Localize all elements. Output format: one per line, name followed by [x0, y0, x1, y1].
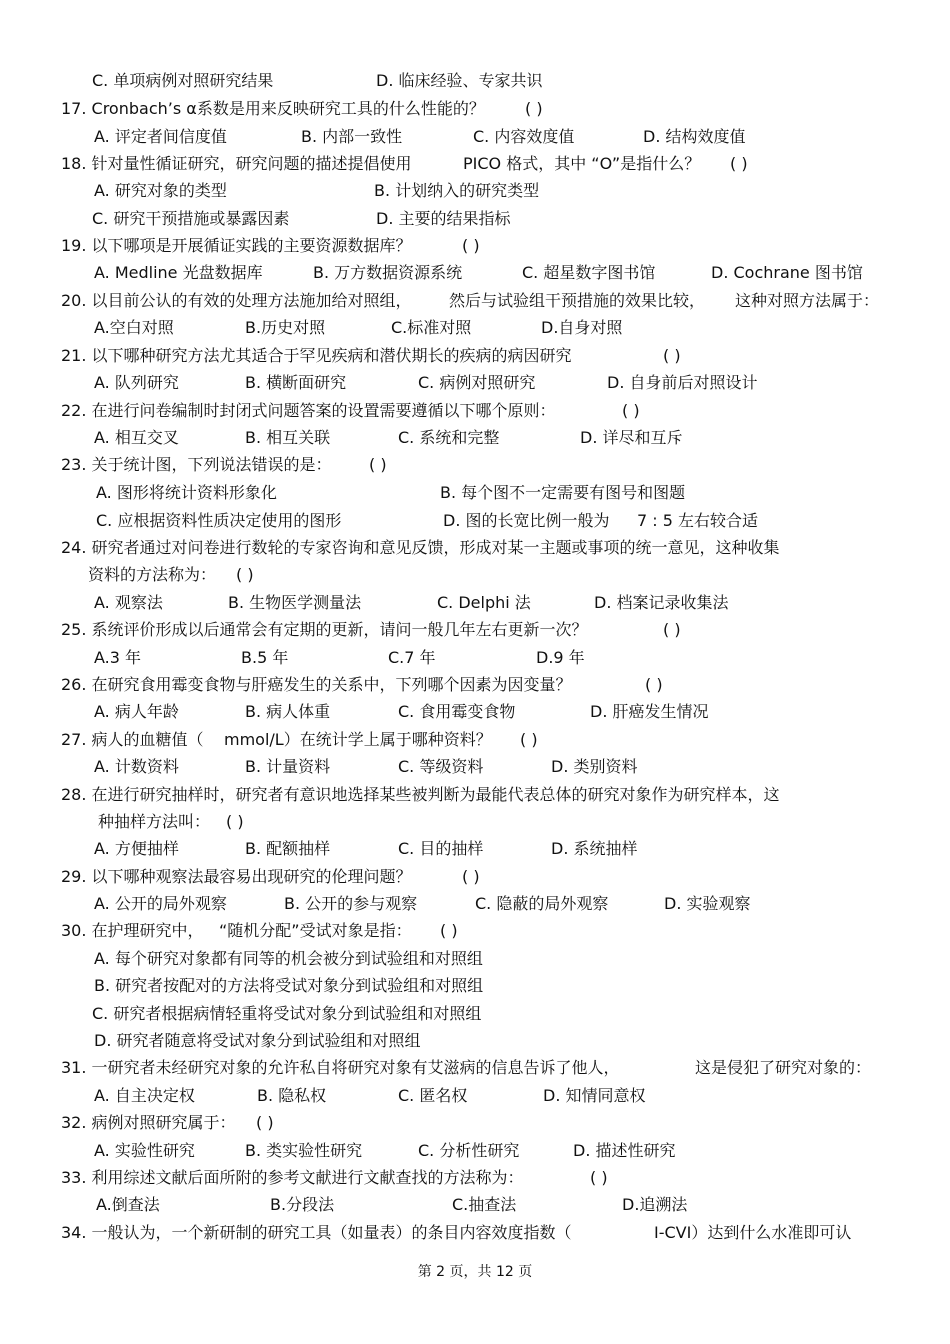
- text-line: [0, 398, 950, 424]
- text-line: [0, 891, 950, 917]
- text-segment: A. 每个研究对象都有同等的机会被分到试验组和对照组: [94, 949, 483, 968]
- text-segment: A. 评定者间信度值: [94, 127, 227, 146]
- text-segment: 种抽样方法叫：: [98, 812, 211, 831]
- text-segment: A. 队列研究: [94, 373, 179, 392]
- text-line: [0, 617, 950, 643]
- text-line: [0, 562, 950, 588]
- text-segment: ( ): [236, 565, 254, 584]
- text-segment: ( ): [440, 921, 458, 940]
- text-segment: B. 配额抽样: [245, 839, 331, 858]
- text-segment: A. 相互交叉: [94, 428, 179, 447]
- text-segment: 29. 以下哪种观察法最容易出现研究的伦理问题？: [61, 867, 412, 886]
- text-segment: A. 实验性研究: [94, 1141, 195, 1160]
- text-line: [0, 124, 950, 150]
- text-segment: C. 研究干预措施或暴露因素: [92, 209, 290, 228]
- text-segment: D. 自身前后对照设计: [607, 373, 758, 392]
- text-line: [0, 535, 950, 561]
- text-segment: C. 食用霉变食物: [398, 702, 516, 721]
- text-segment: ( ): [520, 730, 538, 749]
- text-line: [0, 727, 950, 753]
- text-segment: B. 内部一致性: [301, 127, 403, 146]
- text-line: [0, 836, 950, 862]
- text-line: [0, 1055, 950, 1081]
- text-segment: B. 计划纳入的研究类型: [374, 181, 540, 200]
- text-segment: B. 公开的参与观察: [284, 894, 418, 913]
- text-segment: C. 隐蔽的局外观察: [475, 894, 609, 913]
- text-segment: C.抽查法: [452, 1195, 517, 1214]
- text-line: [0, 1001, 950, 1027]
- text-line: [0, 1192, 950, 1218]
- text-segment: 资料的方法称为：: [88, 565, 217, 584]
- text-segment: PICO 格式，其中 “O”是指什么？: [463, 154, 701, 173]
- text-segment: ( ): [462, 867, 480, 886]
- text-segment: B. 生物医学测量法: [228, 593, 362, 612]
- text-line: [0, 699, 950, 725]
- text-segment: B. 万方数据资源系统: [313, 263, 463, 282]
- text-segment: 25. 系统评价形成以后通常会有定期的更新，请问一般几年左右更新一次？: [61, 620, 588, 639]
- text-line: [0, 973, 950, 999]
- text-segment: 21. 以下哪种研究方法尤其适合于罕见疾病和潜伏期长的疾病的病因研究: [61, 346, 572, 365]
- text-line: [0, 590, 950, 616]
- text-line: [0, 480, 950, 506]
- text-segment: 30. 在护理研究中，: [61, 921, 204, 940]
- text-segment: D. Cochrane 图书馆: [711, 263, 863, 282]
- text-line: [0, 1110, 950, 1136]
- text-segment: ( ): [525, 99, 543, 118]
- text-segment: B.历史对照: [245, 318, 326, 337]
- text-segment: 32. 病例对照研究属于：: [61, 1113, 236, 1132]
- text-segment: ( ): [369, 455, 387, 474]
- text-segment: ( ): [730, 154, 748, 173]
- text-segment: C. 超星数字图书馆: [522, 263, 656, 282]
- text-line: [0, 68, 950, 94]
- text-segment: B. 研究者按配对的方法将受试对象分到试验组和对照组: [94, 976, 484, 995]
- text-line: [0, 1220, 950, 1246]
- text-segment: C. 单项病例对照研究结果: [92, 71, 274, 90]
- text-line: [0, 343, 950, 369]
- text-segment: 20. 以目前公认的有效的处理方法施加给对照组，: [61, 291, 412, 310]
- text-line: [0, 672, 950, 698]
- text-segment: mmol/L）在统计学上属于哪种资料？: [224, 730, 492, 749]
- text-segment: ( ): [590, 1168, 608, 1187]
- text-line: [0, 425, 950, 451]
- text-segment: 17. Cronbach’s α系数是用来反映研究工具的什么性能的？: [61, 99, 485, 118]
- text-segment: B. 每个图不一定需要有图号和图题: [440, 483, 686, 502]
- text-segment: 18. 针对量性循证研究，研究问题的描述提倡使用: [61, 154, 412, 173]
- text-segment: ( ): [256, 1113, 274, 1132]
- text-line: [0, 1165, 950, 1191]
- text-segment: D. 图的长宽比例一般为: [443, 511, 610, 530]
- text-segment: C. Delphi 法: [437, 593, 531, 612]
- text-segment: 这是侵犯了研究对象的：: [695, 1058, 872, 1077]
- text-line: [0, 96, 950, 122]
- text-segment: A. 自主决定权: [94, 1086, 195, 1105]
- text-segment: C. 研究者根据病情轻重将受试对象分到试验组和对照组: [92, 1004, 482, 1023]
- text-line: [0, 864, 950, 890]
- text-segment: A. 方便抽样: [94, 839, 179, 858]
- text-line: [0, 508, 950, 534]
- text-segment: A.倒查法: [96, 1195, 160, 1214]
- text-line: [0, 754, 950, 780]
- text-segment: C.7 年: [388, 648, 436, 667]
- page-footer: 第 2 页，共 12 页: [417, 1264, 533, 1280]
- text-segment: B.分段法: [270, 1195, 335, 1214]
- text-line: [0, 918, 950, 944]
- text-segment: 7 : 5 左右较合适: [637, 511, 759, 530]
- text-segment: B. 病人体重: [245, 702, 331, 721]
- text-segment: C. 等级资料: [398, 757, 484, 776]
- text-line: [0, 809, 950, 835]
- text-line: [0, 452, 950, 478]
- text-segment: I-CVI）达到什么水准即可认: [654, 1223, 852, 1242]
- text-line: [0, 206, 950, 232]
- text-segment: D. 肝癌发生情况: [590, 702, 709, 721]
- text-segment: 然后与试验组干预措施的效果比较，: [449, 291, 706, 310]
- text-segment: D. 描述性研究: [573, 1141, 676, 1160]
- text-segment: 28. 在进行研究抽样时，研究者有意识地选择某些被判断为最能代表总体的研究对象作为研究样本，这: [61, 785, 780, 804]
- text-line: [0, 260, 950, 286]
- text-segment: D. 主要的结果指标: [376, 209, 511, 228]
- text-line: [0, 315, 950, 341]
- text-segment: ( ): [663, 620, 681, 639]
- text-segment: C.标准对照: [391, 318, 472, 337]
- text-segment: B. 类实验性研究: [245, 1141, 363, 1160]
- text-segment: B. 隐私权: [257, 1086, 327, 1105]
- text-line: [0, 1028, 950, 1054]
- text-segment: A. Medline 光盘数据库: [94, 263, 263, 282]
- text-segment: B. 相互关联: [245, 428, 331, 447]
- text-segment: D.9 年: [536, 648, 585, 667]
- text-line: [0, 288, 950, 314]
- text-segment: A. 研究对象的类型: [94, 181, 227, 200]
- text-segment: D. 详尽和互斥: [580, 428, 683, 447]
- text-line: [0, 946, 950, 972]
- text-segment: 22. 在进行问卷编制时封闭式问题答案的设置需要遵循以下哪个原则：: [61, 401, 556, 420]
- text-segment: 31. 一研究者未经研究对象的允许私自将研究对象有艾滋病的信息告诉了他人，: [61, 1058, 620, 1077]
- text-segment: C. 应根据资料性质决定使用的图形: [96, 511, 342, 530]
- text-segment: ( ): [462, 236, 480, 255]
- text-segment: C. 分析性研究: [418, 1141, 520, 1160]
- text-line: [0, 782, 950, 808]
- text-segment: A. 观察法: [94, 593, 163, 612]
- text-segment: 24. 研究者通过对问卷进行数轮的专家咨询和意见反馈，形成对某一主题或事项的统一意见，这种收集: [61, 538, 780, 557]
- text-segment: D. 研究者随意将受试对象分到试验组和对照组: [94, 1031, 421, 1050]
- text-line: [0, 1083, 950, 1109]
- text-segment: ( ): [226, 812, 244, 831]
- text-segment: D.自身对照: [541, 318, 623, 337]
- text-segment: 19. 以下哪项是开展循证实践的主要资源数据库？: [61, 236, 412, 255]
- text-line: [0, 178, 950, 204]
- text-segment: B. 横断面研究: [245, 373, 347, 392]
- text-segment: 33. 利用综述文献后面所附的参考文献进行文献查找的方法称为：: [61, 1168, 524, 1187]
- text-segment: A. 图形将统计资料形象化: [96, 483, 277, 502]
- text-segment: A. 公开的局外观察: [94, 894, 227, 913]
- text-segment: D. 类别资料: [551, 757, 638, 776]
- text-segment: D.追溯法: [622, 1195, 688, 1214]
- text-segment: 23. 关于统计图，下列说法错误的是：: [61, 455, 332, 474]
- text-segment: C. 匿名权: [398, 1086, 468, 1105]
- text-segment: C. 目的抽样: [398, 839, 484, 858]
- text-segment: A.3 年: [94, 648, 142, 667]
- text-line: [0, 1138, 950, 1164]
- text-segment: A.空白对照: [94, 318, 174, 337]
- text-segment: D. 实验观察: [664, 894, 751, 913]
- text-segment: 26. 在研究食用霉变食物与肝癌发生的关系中，下列哪个因素为因变量？: [61, 675, 572, 694]
- text-segment: ( ): [622, 401, 640, 420]
- text-segment: A. 计数资料: [94, 757, 179, 776]
- text-line: [0, 233, 950, 259]
- text-line: [0, 645, 950, 671]
- text-segment: D. 临床经验、专家共识: [376, 71, 543, 90]
- text-segment: “随机分配”受试对象是指：: [219, 921, 412, 940]
- text-segment: D. 档案记录收集法: [594, 593, 729, 612]
- text-segment: 27. 病人的血糖值（: [61, 730, 204, 749]
- text-line: [0, 151, 950, 177]
- text-segment: D. 知情同意权: [543, 1086, 646, 1105]
- text-segment: B.5 年: [241, 648, 289, 667]
- text-segment: B. 计量资料: [245, 757, 331, 776]
- text-segment: 34. 一般认为，一个新研制的研究工具（如量表）的条目内容效度指数（: [61, 1223, 572, 1242]
- text-segment: ( ): [663, 346, 681, 365]
- text-segment: A. 病人年龄: [94, 702, 179, 721]
- text-segment: 这种对照方法属于：: [735, 291, 880, 310]
- text-segment: C. 内容效度值: [473, 127, 575, 146]
- text-segment: ( ): [645, 675, 663, 694]
- text-segment: C. 病例对照研究: [418, 373, 536, 392]
- text-segment: D. 系统抽样: [551, 839, 638, 858]
- text-segment: D. 结构效度值: [643, 127, 746, 146]
- text-line: [0, 370, 950, 396]
- text-segment: C. 系统和完整: [398, 428, 500, 447]
